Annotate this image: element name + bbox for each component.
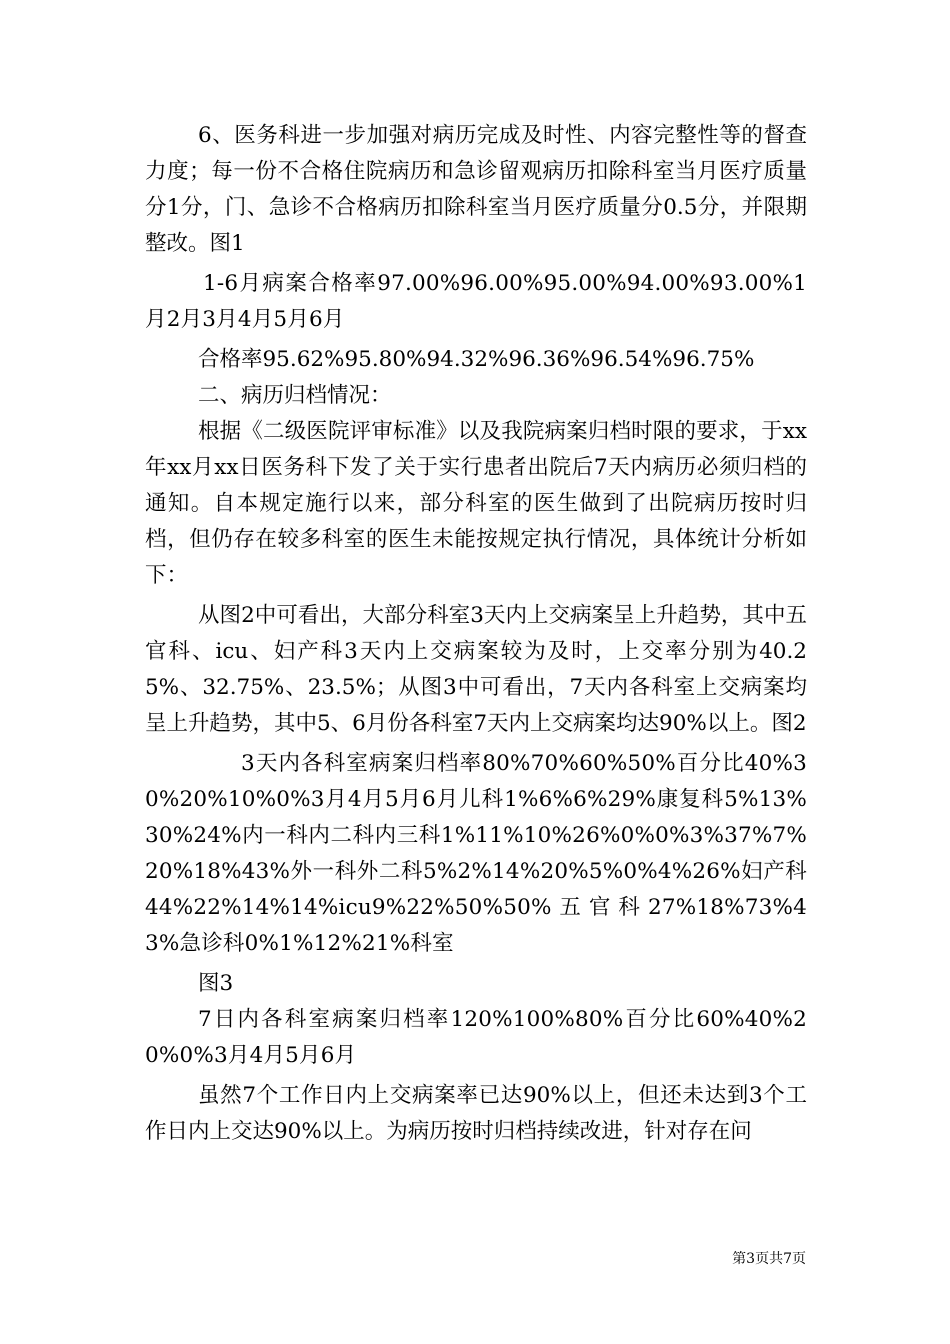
document-page xyxy=(145,118,807,1150)
page-number-footer: 第3页共7页 xyxy=(732,1251,806,1267)
paragraph-figure-3-data: 7日内各科室病案归档率120%100%80%百分比60%40%20%0%3月4月5月6月 xyxy=(145,1007,807,1068)
paragraph-pass-rate-values: 合格率95.62%95.80%94.32%96.36%96.54%96.75% xyxy=(198,347,755,372)
paragraph-archive-policy: 根据《二级医院评审标准》以及我院病案归档时限的要求，于xx年xx月xx日医务科下发了关于实行患者出院后7天内病历必须归档的通知。自本规定施行以来，部分科室的医生做到了出院病历按时归档，但仍存在较多科室的医生未能按规定执行情况，具体统计分析如下： xyxy=(145,419,807,588)
paragraph-figure-3-label: 图3 xyxy=(198,971,234,996)
paragraph-medical-record-supervision: 6、医务科进一步加强对病历完成及时性、内容完整性等的督查力度；每一份不合格住院病历和急诊留观病历扣除科室当月医疗质量分1分，门、急诊不合格病历扣除科室当月医疗质量分0.5分，并限期整改。图1 xyxy=(145,123,807,256)
paragraph-figure-analysis: 从图2中可看出，大部分科室3天内上交病案呈上升趋势，其中五官科、icu、妇产科3天内上交病案较为及时，上交率分别为40.25%、32.75%、23.5%；从图3中可看出，7天内各科室上交病案均呈上升趋势，其中5、6月份各科室7天内上交病案均达90%以上。图2 xyxy=(145,603,807,736)
paragraph-continuous-improvement: 虽然7个工作日内上交病案率已达90%以上，但还未达到3个工作日内上交达90%以上。为病历按时归档持续改进，针对存在问 xyxy=(145,1083,807,1144)
paragraph-figure-1-pass-rate: 1-6月病案合格率97.00%96.00%95.00%94.00%93.00%1月2月3月4月5月6月 xyxy=(145,271,807,332)
paragraph-figure-2-data: 3天内各科室病案归档率80%70%60%50%百分比40%30%20%10%0%3月4月5月6月儿科1%6%6%29%康复科5%13%30%24%内一科内二科内三科1%11%10%26%0%0%3%37%7%20%18%43%外一科外二科5%2%14%20%5%0%4%26%妇产科44%22%14%14%icu9%22%50%50%五官科27%18%73%43%急诊科0%1%12%21%科室 xyxy=(145,751,807,956)
section-heading-archive-status: 二、病历归档情况： xyxy=(198,383,392,408)
